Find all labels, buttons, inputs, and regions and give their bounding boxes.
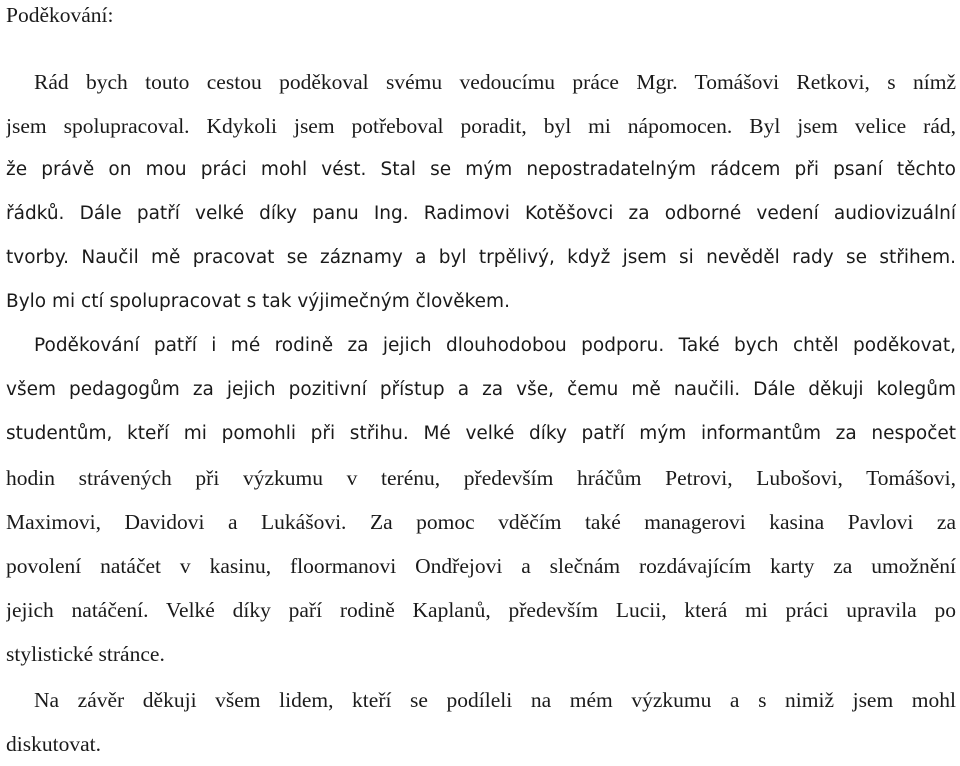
- text-line: že právě on mou práci mohl vést. Stal se mým nepostradatelným rádcem při psaní těchto: [6, 159, 956, 180]
- text-line: diskutovat.: [6, 732, 101, 756]
- page-title: Poděkování:: [6, 3, 114, 27]
- text-line: všem pedagogům za jejich pozitivní přístup a za vše, čemu mě naučili. Dále děkuji kolegům: [6, 379, 956, 400]
- text-line: Na závěr děkuji všem lidem, kteří se podíleli na mém výzkumu a s nimiž jsem mohl: [34, 688, 956, 712]
- text-line: jsem spolupracoval. Kdykoli jsem potřeboval poradit, byl mi nápomocen. Byl jsem velice rád,: [6, 114, 956, 138]
- text-line: Bylo mi ctí spolupracovat s tak výjimečným člověkem.: [6, 291, 510, 312]
- text-line: řádků. Dále patří velké díky panu Ing. Radimovi Kotěšovci za odborné vedení audiovizuální: [6, 203, 956, 224]
- text-line: povolení natáčet v kasinu, floormanovi Ondřejovi a slečnám rozdávajícím karty za umožnění: [6, 554, 956, 578]
- text-line: jejich natáčení. Velké díky paří rodině Kaplanů, především Lucii, která mi práci upravila po: [6, 598, 956, 622]
- text-line: tvorby. Naučil mě pracovat se záznamy a byl trpělivý, když jsem si nevěděl rady se střihem.: [6, 247, 956, 268]
- text-line: Maximovi, Davidovi a Lukášovi. Za pomoc vděčím také managerovi kasina Pavlovi za: [6, 510, 956, 534]
- text-line: Rád bych touto cestou poděkoval svému vedoucímu práce Mgr. Tomášovi Retkovi, s nímž: [34, 70, 956, 94]
- paragraph-thanks-family: [6, 324, 956, 676]
- document-page: [6, 0, 956, 766]
- paragraph-thanks-supervisor: [6, 60, 956, 324]
- text-line: stylistické stránce.: [6, 642, 165, 666]
- text-line: Poděkování patří i mé rodině za jejich dlouhodobou podporu. Také bych chtěl poděkovat,: [34, 335, 956, 356]
- text-line: studentům, kteří mi pomohli při střihu. Mé velké díky patří mým informantům za nespočet: [6, 423, 956, 444]
- text-line: hodin strávených při výzkumu v terénu, především hráčům Petrovi, Lubošovi, Tomášovi,: [6, 466, 956, 490]
- paragraph-closing: [6, 678, 956, 766]
